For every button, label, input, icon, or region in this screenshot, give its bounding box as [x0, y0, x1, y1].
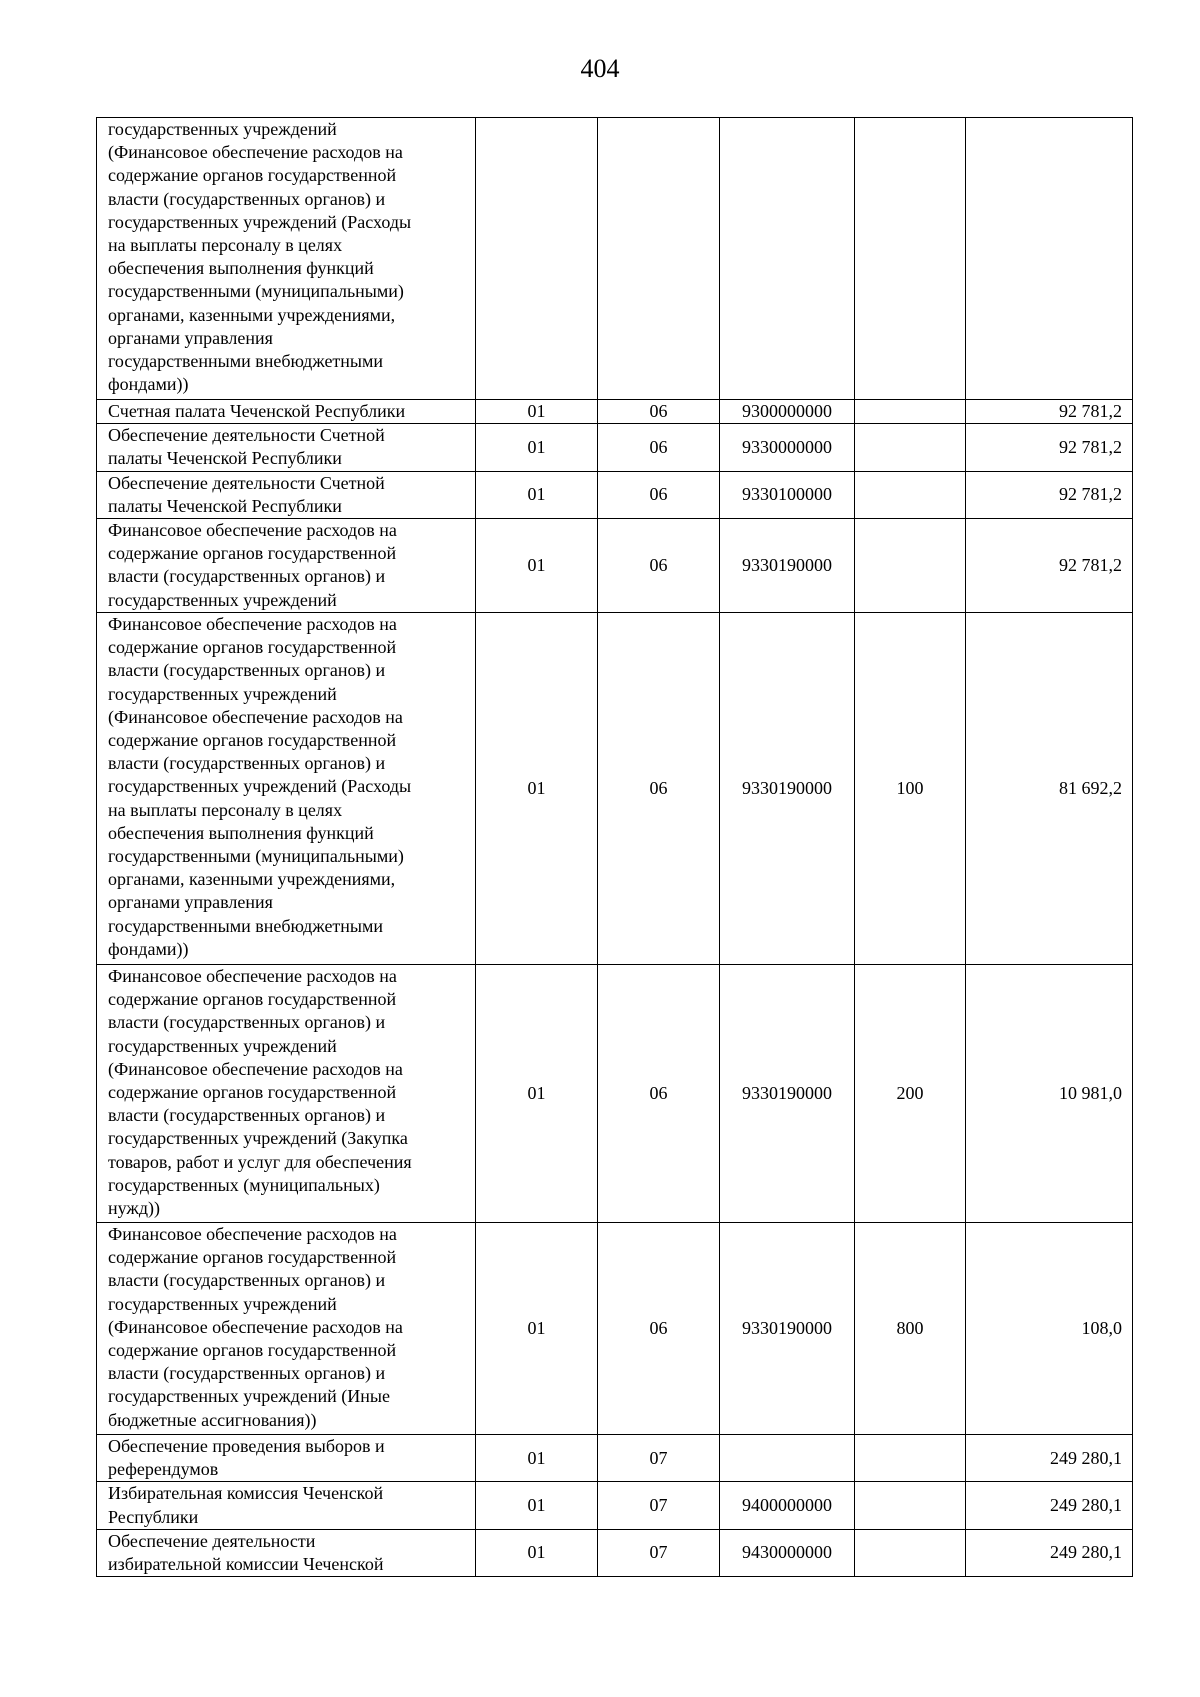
- table-row: [97, 424, 1133, 471]
- row-name-cell: [97, 613, 476, 965]
- row-section: 01: [476, 965, 598, 1223]
- row-target-article: 9330100000: [720, 471, 855, 518]
- row-target-article: 9400000000: [720, 1482, 855, 1529]
- row-name: Финансовое обеспечение расходов на содержание органов государственной власти (государственных органов) и государственных учреждений (Финансовое обеспечение расходов на содержание органов государственной власти (государственных органов) и государственных учреждений (Расходы на выплаты персоналу в целях обеспечения выполнения функций государственными (муниципальными) органами, казенными учреждениями, органами управления государственными внебюджетными фондами)): [108, 614, 412, 959]
- row-sum: [966, 118, 1133, 400]
- budget-table: [96, 117, 1133, 1577]
- table-row: [97, 471, 1133, 518]
- row-section: 01: [476, 1529, 598, 1576]
- row-section: 01: [476, 1482, 598, 1529]
- row-section: 01: [476, 1435, 598, 1482]
- row-subsection: 06: [598, 613, 720, 965]
- row-name: государственных учреждений (Финансовое обеспечение расходов на содержание органов государственной власти (государственных органов) и государственных учреждений (Расходы на выплаты персоналу в целях обеспечения выполнения функций государственными (муниципальными) органами, казенными учреждениями, органами управления государственными внебюджетными фондами)): [108, 119, 412, 395]
- row-target-article: [720, 118, 855, 400]
- row-sum: 108,0: [966, 1223, 1133, 1435]
- row-target-article: 9330190000: [720, 1223, 855, 1435]
- table-row: [97, 118, 1133, 400]
- table-row: [97, 519, 1133, 613]
- row-name: Обеспечение деятельности избирательной комиссии Чеченской: [108, 1530, 384, 1575]
- row-subsection: 07: [598, 1482, 720, 1529]
- row-subsection: 06: [598, 1223, 720, 1435]
- row-expense-type: [855, 400, 966, 424]
- row-name: Финансовое обеспечение расходов на содержание органов государственной власти (государственных органов) и государственных учреждений (Финансовое обеспечение расходов на содержание органов государственной власти (государственных органов) и государственных учреждений (Закупка товаров, работ и услуг для обеспечения государственных (муниципальных) нужд)): [108, 966, 412, 1219]
- row-name: Обеспечение деятельности Счетной палаты Чеченской Республики: [108, 472, 385, 516]
- page-number: 404: [580, 54, 620, 83]
- row-section: 01: [476, 400, 598, 424]
- row-target-article: 9330190000: [720, 519, 855, 613]
- row-subsection: 06: [598, 400, 720, 424]
- row-expense-type: 800: [855, 1223, 966, 1435]
- row-sum: 10 981,0: [966, 965, 1133, 1223]
- row-name-cell: [97, 1223, 476, 1435]
- row-section: 01: [476, 424, 598, 471]
- row-name: Обеспечение деятельности Счетной палаты Чеченской Республики: [108, 425, 385, 469]
- row-sum: 92 781,2: [966, 400, 1133, 424]
- row-sum: 249 280,1: [966, 1435, 1133, 1482]
- row-subsection: 06: [598, 424, 720, 471]
- row-section: [476, 118, 598, 400]
- row-sum: 92 781,2: [966, 424, 1133, 471]
- row-target-article: [720, 1435, 855, 1482]
- table-row: [97, 1529, 1133, 1576]
- row-expense-type: [855, 1435, 966, 1482]
- row-subsection: [598, 118, 720, 400]
- row-name-cell: [97, 118, 476, 400]
- row-section: 01: [476, 1223, 598, 1435]
- row-target-article: 9330190000: [720, 965, 855, 1223]
- budget-table-body: [97, 118, 1133, 1577]
- row-section: 01: [476, 613, 598, 965]
- row-subsection: 07: [598, 1529, 720, 1576]
- row-name-cell: [97, 424, 476, 471]
- table-row: [97, 1482, 1133, 1529]
- row-sum: 81 692,2: [966, 613, 1133, 965]
- row-expense-type: [855, 118, 966, 400]
- row-sum: 249 280,1: [966, 1529, 1133, 1576]
- table-row: [97, 613, 1133, 965]
- row-sum: 249 280,1: [966, 1482, 1133, 1529]
- row-target-article: 9430000000: [720, 1529, 855, 1576]
- row-name-cell: [97, 1529, 476, 1576]
- table-row: [97, 400, 1133, 424]
- row-name: Счетная палата Чеченской Республики: [108, 401, 406, 421]
- row-expense-type: 200: [855, 965, 966, 1223]
- row-name: Избирательная комиссия Чеченской Республики: [108, 1483, 384, 1527]
- row-expense-type: 100: [855, 613, 966, 965]
- row-expense-type: [855, 1482, 966, 1529]
- row-subsection: 06: [598, 519, 720, 613]
- table-row: [97, 1223, 1133, 1435]
- row-name: Финансовое обеспечение расходов на содержание органов государственной власти (государственных органов) и государственных учреждений (Финансовое обеспечение расходов на содержание органов государственной власти (государственных органов) и государственных учреждений (Иные бюджетные ассигнования)): [108, 1224, 403, 1430]
- row-name: Финансовое обеспечение расходов на содержание органов государственной власти (государственных органов) и государственных учреждений: [108, 520, 397, 610]
- row-section: 01: [476, 519, 598, 613]
- row-expense-type: [855, 424, 966, 471]
- table-row: [97, 1435, 1133, 1482]
- row-expense-type: [855, 471, 966, 518]
- row-section: 01: [476, 471, 598, 518]
- row-name-cell: [97, 965, 476, 1223]
- row-name-cell: [97, 1435, 476, 1482]
- row-target-article: 9330000000: [720, 424, 855, 471]
- row-name-cell: [97, 1482, 476, 1529]
- row-subsection: 06: [598, 965, 720, 1223]
- row-target-article: 9330190000: [720, 613, 855, 965]
- row-sum: 92 781,2: [966, 471, 1133, 518]
- row-subsection: 06: [598, 471, 720, 518]
- row-name-cell: [97, 519, 476, 613]
- table-row: [97, 965, 1133, 1223]
- row-name-cell: [97, 471, 476, 518]
- row-sum: 92 781,2: [966, 519, 1133, 613]
- row-name: Обеспечение проведения выборов и референдумов: [108, 1436, 385, 1480]
- row-subsection: 07: [598, 1435, 720, 1482]
- row-name-cell: [97, 400, 476, 424]
- row-expense-type: [855, 519, 966, 613]
- row-expense-type: [855, 1529, 966, 1576]
- row-target-article: 9300000000: [720, 400, 855, 424]
